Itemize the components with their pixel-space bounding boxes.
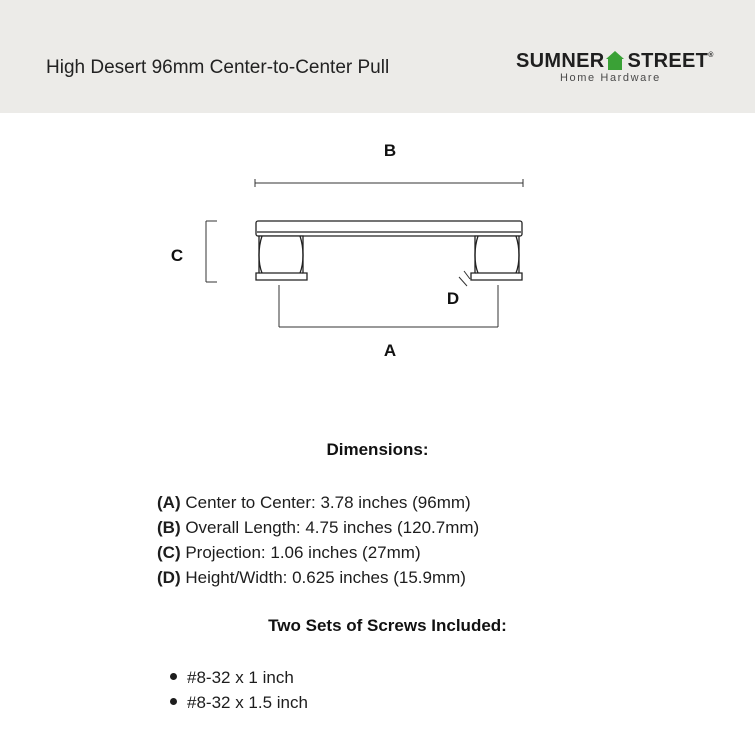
dimension-a-bracket (279, 285, 498, 327)
dimension-label-a: A (383, 341, 397, 360)
dimension-label-b: B (383, 141, 397, 160)
dimension-d-indicator (459, 271, 470, 286)
screw-item-text: #8-32 x 1.5 inch (187, 693, 308, 712)
screws-heading: Two Sets of Screws Included: (268, 616, 507, 635)
logo-brand-left: SUMNER (516, 50, 605, 72)
spec-key: (A) (157, 493, 181, 512)
dimension-label-d: D (446, 289, 460, 308)
spec-text: Overall Length: 4.75 inches (120.7mm) (180, 518, 480, 537)
header-banner (0, 0, 755, 113)
bullet-icon (170, 698, 177, 705)
dimensions-list (157, 490, 479, 590)
spec-text: Projection: 1.06 inches (27mm) (180, 543, 421, 562)
list-item (170, 690, 308, 715)
spec-row-c (157, 540, 479, 565)
product-title: High Desert 96mm Center-to-Center Pull (46, 57, 390, 78)
pull-handle-outline (256, 221, 522, 280)
dimension-diagram (0, 113, 755, 383)
spec-text: Center to Center: 3.78 inches (96mm) (180, 493, 471, 512)
spec-key: (B) (157, 518, 181, 537)
spec-row-b (157, 515, 479, 540)
bullet-icon (170, 673, 177, 680)
dimensions-heading: Dimensions: (326, 440, 429, 459)
spec-key: (C) (157, 543, 181, 562)
logo-tagline: Home Hardware (560, 72, 661, 84)
dimension-c-bracket (206, 221, 217, 282)
pull-drawing (0, 113, 755, 383)
dimension-label-c: C (170, 246, 184, 265)
brand-logo (516, 46, 721, 88)
list-item (170, 665, 308, 690)
screws-list (170, 665, 308, 715)
spec-row-a (157, 490, 479, 515)
screw-item-text: #8-32 x 1 inch (187, 668, 294, 687)
registered-mark: ® (708, 52, 714, 59)
spec-text: Height/Width: 0.625 inches (15.9mm) (180, 568, 466, 587)
logo-brand-right: STREET (627, 50, 709, 72)
spec-key: (D) (157, 568, 181, 587)
spec-row-d (157, 565, 479, 590)
dimension-b-bracket (255, 179, 523, 187)
